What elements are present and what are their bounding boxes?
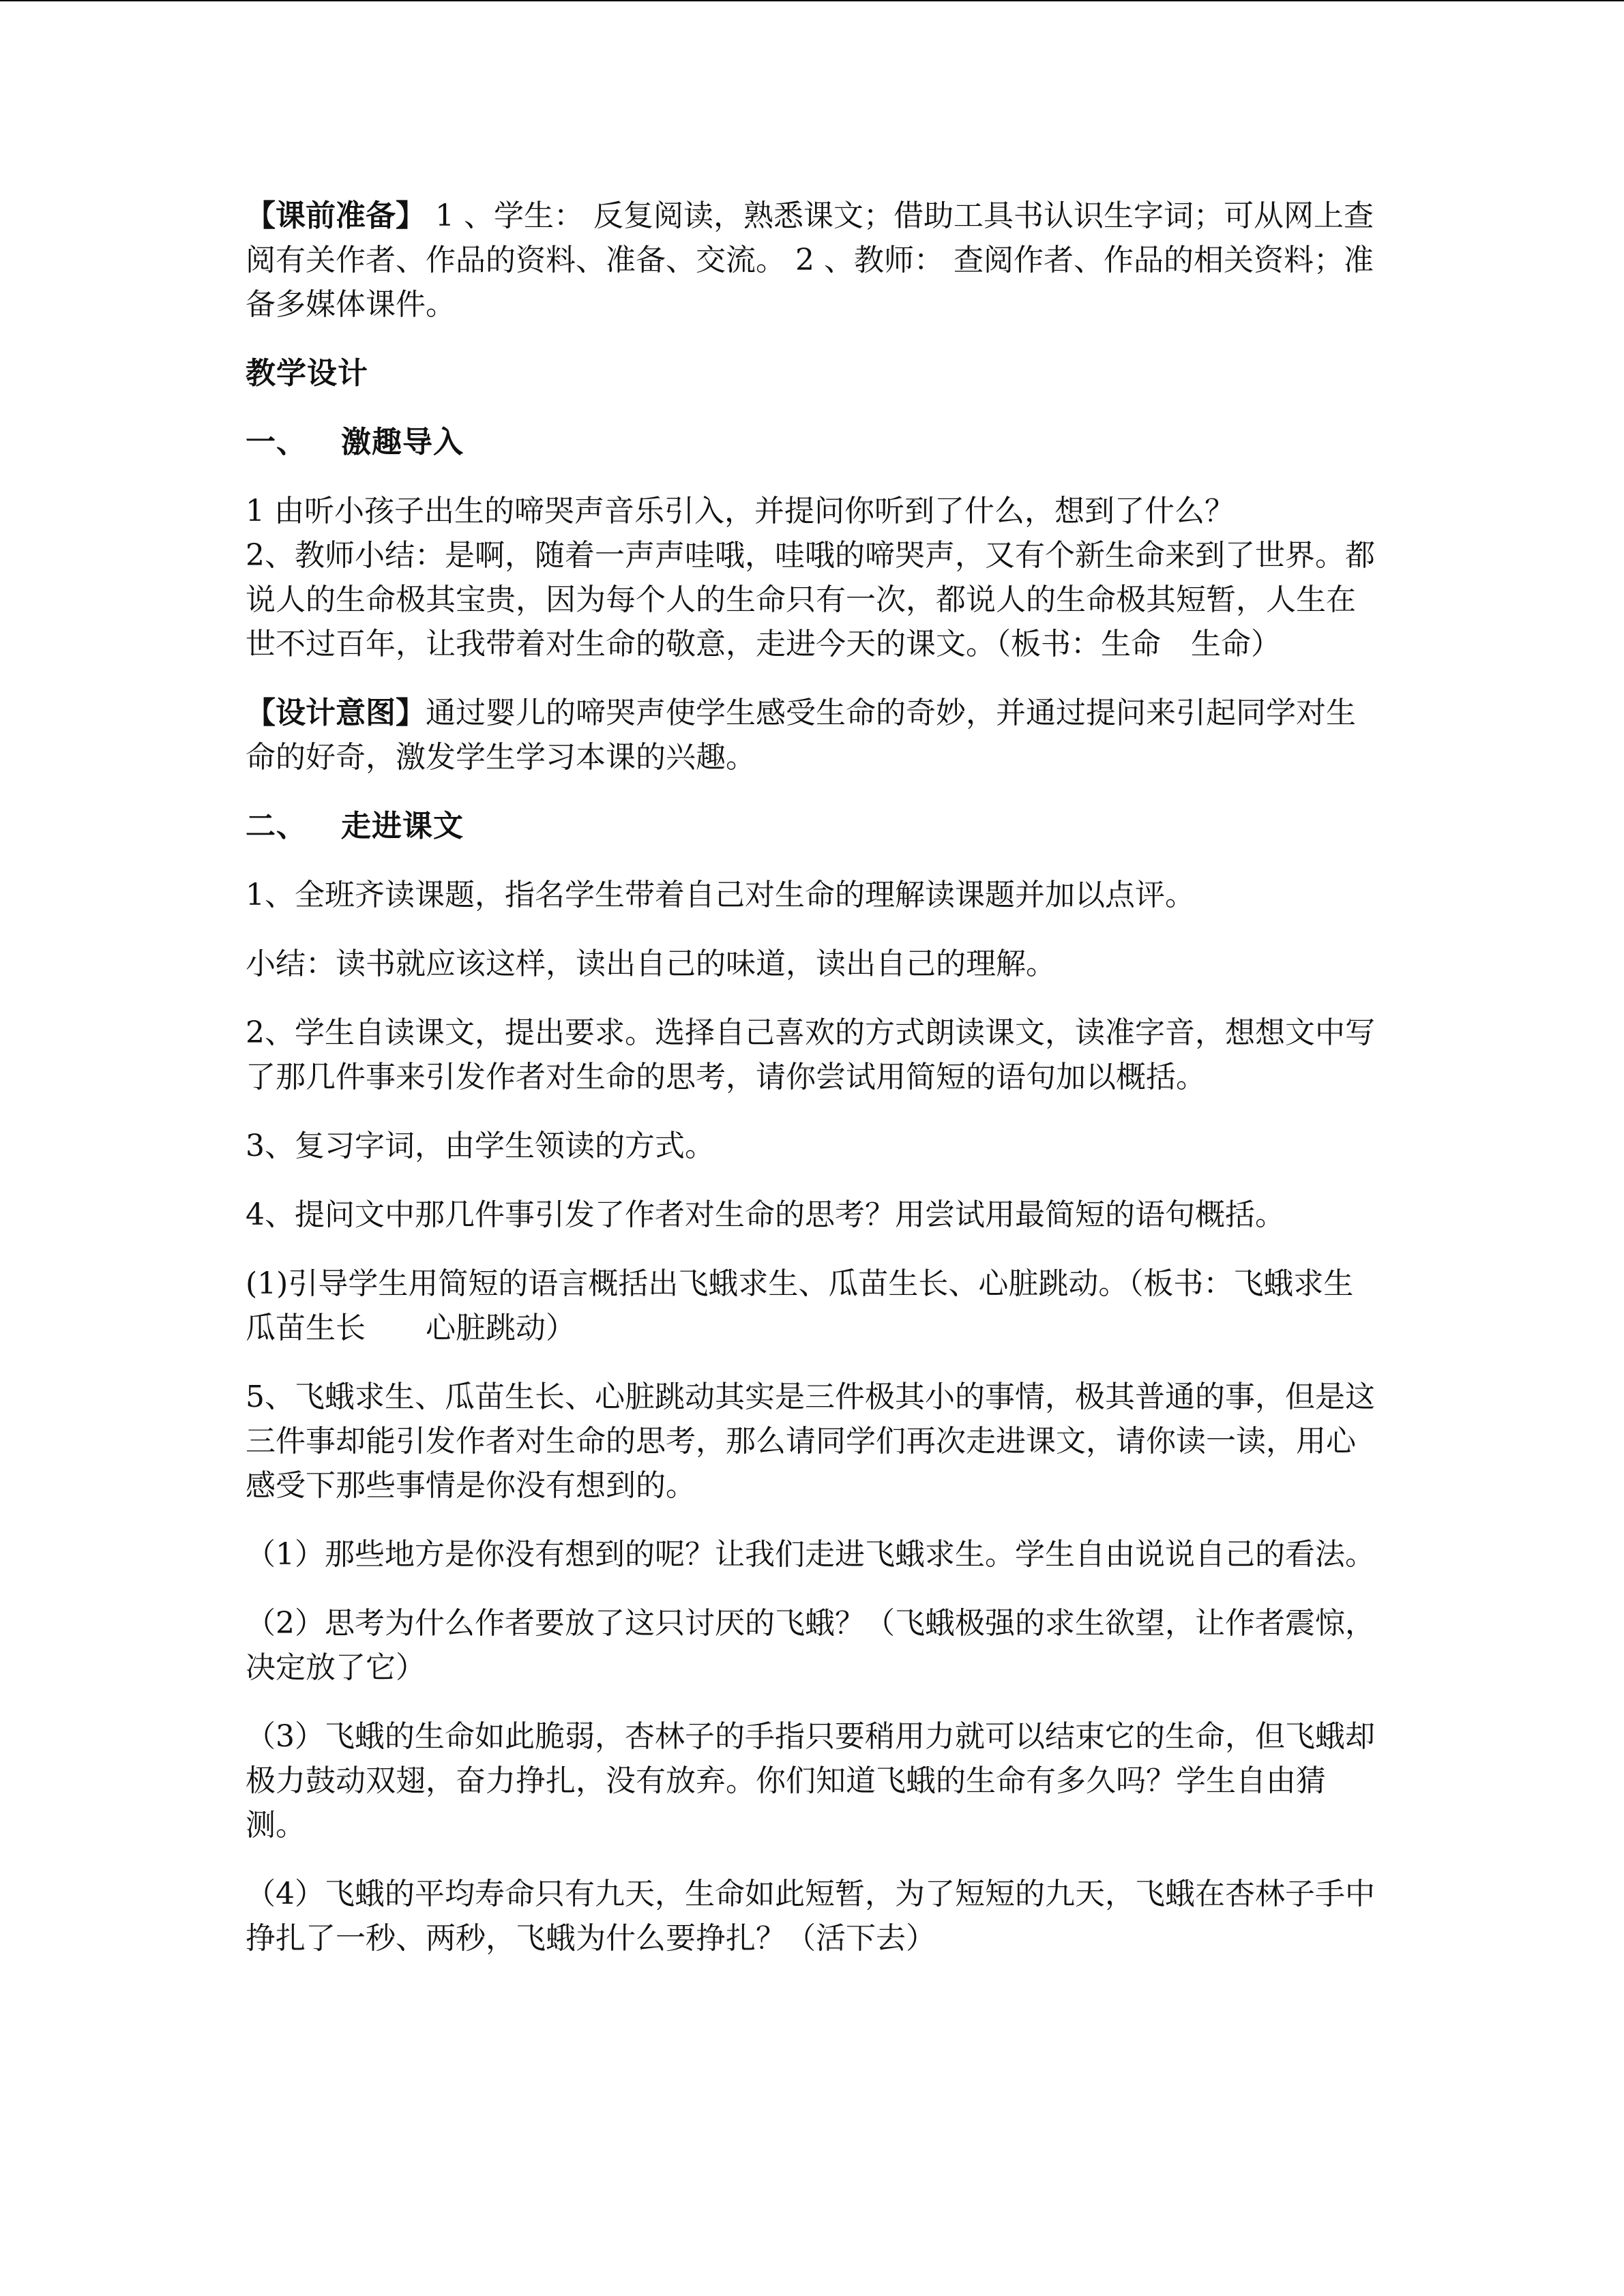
- document-body: [246, 194, 1414, 1985]
- section2-para: 3、复习字词，由学生领读的方式。: [246, 1129, 715, 1163]
- section2-para: (1)引导学生用简短的语言概括出飞蛾求生、瓜苗生长、心脏跳动。（板书：飞蛾求生 瓜苗生长 心脏跳动）: [246, 1266, 1414, 1345]
- section2-number: 二、: [246, 809, 307, 844]
- section1-title: 激趣导入: [341, 425, 464, 460]
- prep-paragraph: [246, 194, 1378, 327]
- section2-para: （3）飞蛾的生命如此脆弱，杏林子的手指只要稍用力就可以结束它的生命，但飞蛾却极力鼓动双翅，奋力挣扎，没有放弃。你们知道飞蛾的生命有多久吗？学生自由猜测。: [246, 1719, 1375, 1843]
- section2-para: 1、全班齐读课题，指名学生带着自己对生命的理解读课题并加以点评。: [246, 878, 1195, 912]
- section2-para: 小结：读书就应该这样，读出自己的味道，读出自己的理解。: [246, 946, 1056, 981]
- section1-heading: [246, 420, 1378, 464]
- section2-para: （2）思考为什么作者要放了这只讨厌的飞蛾？（飞蛾极强的求生欲望，让作者震惊，决定放了它）: [246, 1606, 1375, 1685]
- section2-title: 走进课文: [341, 809, 464, 844]
- section1-para2: 2、教师小结：是啊，随着一声声哇哦，哇哦的啼哭声，又有个新生命来到了世界。都说人的生命极其宝贵，因为每个人的生命只有一次，都说人的生命极其短暂，人生在世不过百年，让我带着对生命的敬意，走进今天的课文。（板书：生命 生命）: [246, 538, 1375, 661]
- section1-intent: [246, 691, 1378, 779]
- section2-para: 4、提问文中那几件事引发了作者对生命的思考？用尝试用最简短的语句概括。: [246, 1197, 1285, 1232]
- prep-text: 1 、学生： 反复阅读，熟悉课文；借助工具书认识生字词；可从网上查阅有关作者、作品的资料、准备、交流。 2 、教师： 查阅作者、作品的相关资料；准备多媒体课件。: [246, 198, 1374, 322]
- section1-para1: 1 由听小孩子出生的啼哭声音乐引入，并提问你听到了什么，想到了什么？: [246, 494, 1235, 528]
- section2-para: （1）那些地方是你没有想到的呢？让我们走进飞蛾求生。学生自由说说自己的看法。: [246, 1537, 1375, 1572]
- intent-label: 【设计意图】: [246, 696, 426, 730]
- section1-number: 一、: [246, 425, 307, 460]
- prep-label: 【课前准备】: [246, 198, 426, 233]
- section2-para: 5、飞蛾求生、瓜苗生长、心脏跳动其实是三件极其小的事情，极其普通的事，但是这三件事却能引发作者对生命的思考，那么请同学们再次走进课文，请你读一读，用心感受下那些事情是你没有想到的。: [246, 1380, 1375, 1503]
- section2-heading: [246, 804, 1378, 848]
- section2-para: （4）飞蛾的平均寿命只有九天，生命如此短暂，为了短短的九天，飞蛾在杏林子手中挣扎了一秒、两秒，飞蛾为什么要挣扎？（活下去）: [246, 1877, 1375, 1956]
- section2-para: 2、学生自读课文，提出要求。选择自己喜欢的方式朗读课文，读准字音，想想文中写了那几件事来引发作者对生命的思考，请你尝试用简短的语句加以概括。: [246, 1015, 1375, 1094]
- design-title: 教学设计: [246, 356, 368, 391]
- intent-text: 通过婴儿的啼哭声使学生感受生命的奇妙，并通过提问来引起同学对生命的好奇，激发学生学习本课的兴趣。: [246, 696, 1356, 775]
